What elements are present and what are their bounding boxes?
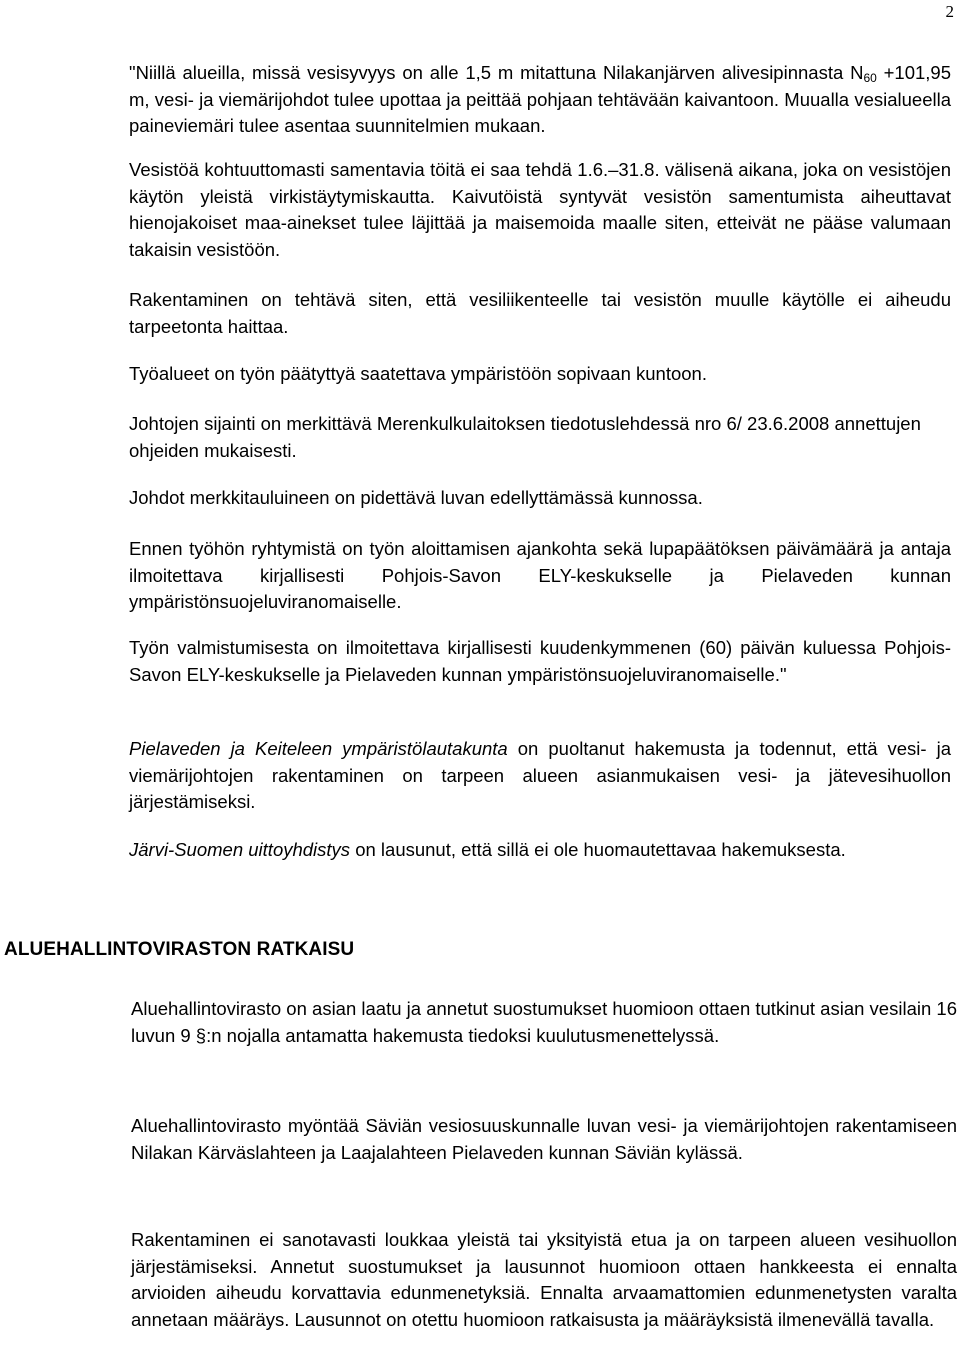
paragraph-vesisto <box>129 157 951 263</box>
paragraph-quote-start <box>129 60 951 140</box>
paragraph-text: "Niillä alueilla, missä vesisyvyys on alle 1,5 m mitattuna Nilakanjärven alivesipinnasta N <box>129 62 864 83</box>
paragraph-tyon-valmistumisesta <box>129 635 951 688</box>
paragraph-text: Johtojen sijainti on merkittävä Merenkulkulaitoksen tiedotuslehdessä nro 6/ 23.6.2008 annettujen ohjeiden mukaisesti. <box>129 413 921 461</box>
page-number: 2 <box>945 2 954 21</box>
paragraph-ymparistolautakunta <box>129 736 951 816</box>
decision-paragraph-1 <box>131 996 957 1049</box>
paragraph-tyoalueet <box>129 361 951 388</box>
paragraph-text: Työalueet on työn päätyttyä saatettava ympäristöön sopivaan kuntoon. <box>129 363 707 384</box>
paragraph-text: Johdot merkkitauluineen on pidettävä luvan edellyttämässä kunnossa. <box>129 487 703 508</box>
paragraph-johdot <box>129 485 951 512</box>
decision-paragraph-2 <box>131 1113 957 1166</box>
paragraph-text: on lausunut, että sillä ei ole huomautettavaa hakemuksesta. <box>350 839 846 860</box>
paragraph-text: on puoltanut hakemusta ja todennut, että vesi- ja viemärijohtojen rakentaminen on tarpeen alueen asianmukaisen vesi- ja jätevesihuollon järjestämiseksi. <box>129 738 951 812</box>
paragraph-text: Vesistöä kohtuuttomasti samentavia töitä ei saa tehdä 1.6.–31.8. välisenä aikana, joka on vesistöjen käytön yleistä virkistäytymiskautta. Kaivutöistä syntyvät vesistön samentumista aiheuttavat hienojakoiset maa-ainekset tulee läjittää ja maisemoida maalle siten, etteivät ne pääse valumaan takaisin vesistöön. <box>129 159 951 260</box>
subscript-60: 60 <box>863 71 877 85</box>
section-heading: ALUEHALLINTOVIRASTON RATKAISU <box>4 939 355 960</box>
paragraph-text: Ennen työhön ryhtymistä on työn aloittamisen ajankohta sekä lupapäätöksen päivämäärä ja antaja ilmoitettava kirjallisesti Pohjois-Savon ELY-keskukselle ja Pielaveden kunnan ympäristönsuojeluviranomaiselle. <box>129 538 951 612</box>
paragraph-text: Aluehallintovirasto myöntää Säviän vesiosuuskunnalle luvan vesi- ja viemärijohtojen rakentamiseen Nilakan Kärväslahteen ja Laajalahteen Pielaveden kunnan Säviän kylässä. <box>131 1115 957 1163</box>
paragraph-ennen-tyohon <box>129 536 951 616</box>
paragraph-johtojen-sijainti <box>129 411 951 464</box>
authority-name: Järvi-Suomen uittoyhdistys <box>129 839 351 860</box>
paragraph-uittoyhdistys <box>129 837 951 864</box>
paragraph-text: +101,95 m, vesi- ja viemärijohdot tulee upottaa ja peittää pohjaan tehtävään kaivantoon. Muualla vesialueella paineviemäri tulee asentaa suunnitelmien mukaan. <box>129 62 951 136</box>
paragraph-text: Työn valmistumisesta on ilmoitettava kirjallisesti kuudenkymmenen (60) päivän kuluessa Pohjois-Savon ELY-keskukselle ja Pielaveden kunnan ympäristönsuojeluviranomaiselle." <box>129 637 951 685</box>
paragraph-text: Rakentaminen on tehtävä siten, että vesiliikenteelle tai vesistön muulle käytölle ei aiheudu tarpeetonta haittaa. <box>129 289 951 337</box>
paragraph-rakentaminen <box>129 287 951 340</box>
authority-name: Pielaveden ja Keiteleen ympäristölautakunta <box>129 738 508 759</box>
paragraph-text: Rakentaminen ei sanotavasti loukkaa yleistä tai yksityistä etua ja on tarpeen alueen vesihuollon järjestämiseksi. Annetut suostumukset ja lausunnot huomioon ottaen hankkeesta ei ennalta arvioiden aiheudu korvattavia edunmenetyksiä. Ennalta arvaamattomien edunmenetysten varalta annetaan määräys. Lausunnot on otettu huomioon ratkaisusta ja määräyksistä ilmenevällä tavalla. <box>131 1229 957 1330</box>
decision-paragraph-3 <box>131 1227 957 1333</box>
paragraph-text: Aluehallintovirasto on asian laatu ja annetut suostumukset huomioon ottaen tutkinut asian vesilain 16 luvun 9 §:n nojalla antamatta hakemusta tiedoksi kuulutusmenettelyssä. <box>131 998 957 1046</box>
